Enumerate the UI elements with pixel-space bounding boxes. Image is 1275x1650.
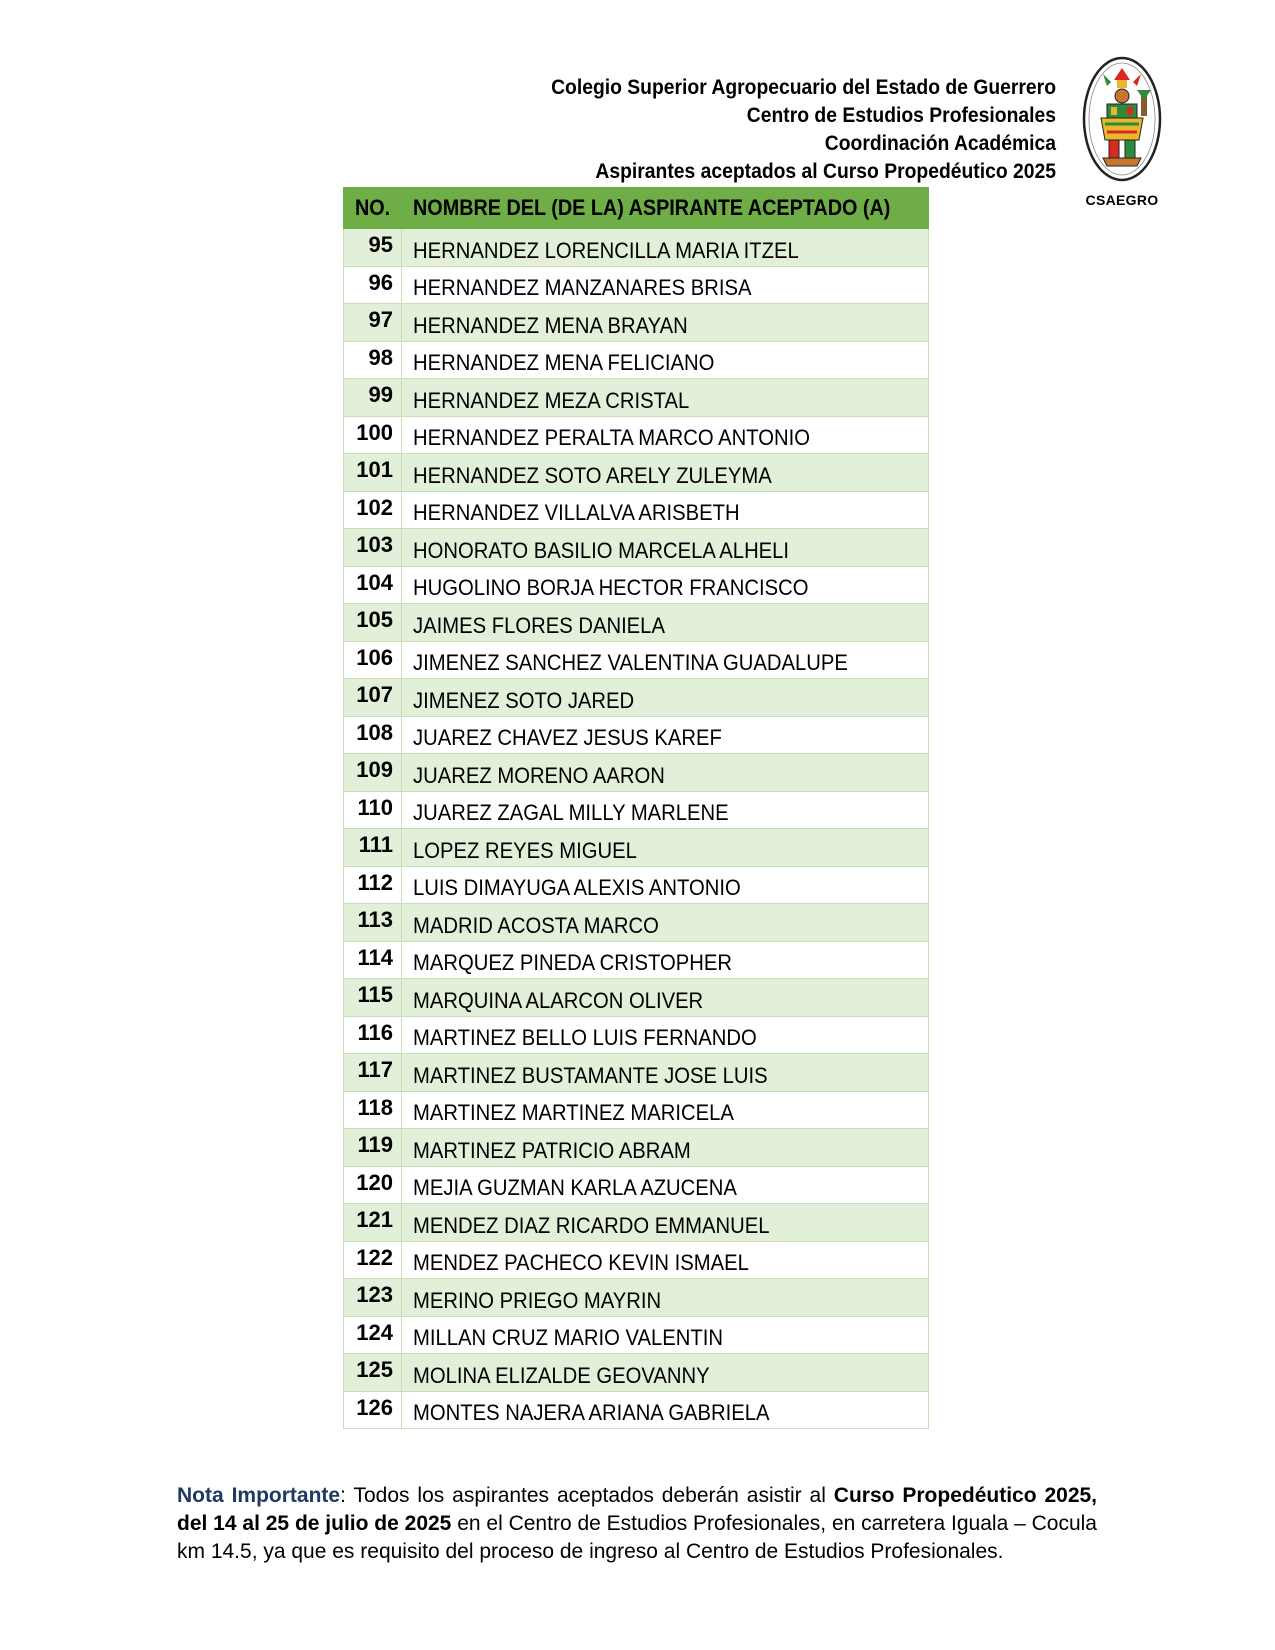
table-row: [344, 266, 929, 304]
applicant-number: 115: [344, 979, 402, 1017]
logo-caption: CSAEGRO: [1085, 192, 1159, 208]
csaegro-logo-icon: [1081, 54, 1163, 184]
column-header-number: NO.: [344, 188, 402, 229]
applicant-name: MARQUINA ALARCON OLIVER: [402, 979, 929, 1017]
column-header-name: NOMBRE DEL (DE LA) ASPIRANTE ACEPTADO (A): [402, 188, 929, 229]
applicant-number: 101: [344, 454, 402, 492]
applicant-number: 98: [344, 341, 402, 379]
applicant-name: HERNANDEZ VILLALVA ARISBETH: [402, 491, 929, 529]
applicant-name: MARTINEZ BELLO LUIS FERNANDO: [402, 1016, 929, 1054]
applicant-number: 121: [344, 1204, 402, 1242]
applicant-number: 97: [344, 304, 402, 342]
note-text-location: en el Centro de Estudios Profesionales, en carretera Iguala – Cocula km 14.5, ya que es requisito del proceso de ingreso al Centro de Estudios Profesionales.: [177, 1512, 1097, 1563]
table-row: [344, 304, 929, 342]
applicant-name: JUAREZ MORENO AARON: [402, 754, 929, 792]
department-name: Coordinación Académica: [824, 132, 1056, 155]
table-row: [344, 1316, 929, 1354]
table-row: [344, 829, 929, 867]
accepted-applicants-table: [343, 187, 929, 1429]
applicant-name: MARTINEZ MARTINEZ MARICELA: [402, 1091, 929, 1129]
applicant-number: 123: [344, 1279, 402, 1317]
table-row: [344, 754, 929, 792]
applicant-number: 112: [344, 866, 402, 904]
table-row: [344, 716, 929, 754]
table-row: [344, 529, 929, 567]
applicant-name: MADRID ACOSTA MARCO: [402, 904, 929, 942]
table-row: [344, 641, 929, 679]
applicant-name: MARTINEZ BUSTAMANTE JOSE LUIS: [402, 1054, 929, 1092]
applicant-number: 95: [344, 229, 402, 267]
applicant-number: 107: [344, 679, 402, 717]
applicant-number: 108: [344, 716, 402, 754]
applicant-name: JUAREZ ZAGAL MILLY MARLENE: [402, 791, 929, 829]
table-row: [344, 979, 929, 1017]
applicant-name: LOPEZ REYES MIGUEL: [402, 829, 929, 867]
table-row: [344, 1166, 929, 1204]
applicant-name: HERNANDEZ LORENCILLA MARIA ITZEL: [402, 229, 929, 267]
table-row: [344, 379, 929, 417]
applicant-number: 124: [344, 1316, 402, 1354]
table-row: [344, 1204, 929, 1242]
applicant-name: MENDEZ DIAZ RICARDO EMMANUEL: [402, 1204, 929, 1242]
applicant-number: 119: [344, 1129, 402, 1167]
applicant-number: 100: [344, 416, 402, 454]
table-row: [344, 791, 929, 829]
table-row: [344, 566, 929, 604]
applicant-name: JIMENEZ SOTO JARED: [402, 679, 929, 717]
applicant-name: JUAREZ CHAVEZ JESUS KAREF: [402, 716, 929, 754]
applicant-number: 104: [344, 566, 402, 604]
applicant-number: 113: [344, 904, 402, 942]
applicant-name: HERNANDEZ PERALTA MARCO ANTONIO: [402, 416, 929, 454]
applicant-number: 117: [344, 1054, 402, 1092]
table-header-row: [344, 188, 929, 229]
applicant-name: HERNANDEZ SOTO ARELY ZULEYMA: [402, 454, 929, 492]
applicant-name: MEJIA GUZMAN KARLA AZUCENA: [402, 1166, 929, 1204]
table-row: [344, 604, 929, 642]
table-row: [344, 1391, 929, 1429]
applicant-name: HERNANDEZ MEZA CRISTAL: [402, 379, 929, 417]
applicant-name: MENDEZ PACHECO KEVIN ISMAEL: [402, 1241, 929, 1279]
applicant-number: 114: [344, 941, 402, 979]
table-row: [344, 904, 929, 942]
table-row: [344, 1354, 929, 1392]
table-row: [344, 1241, 929, 1279]
applicant-number: 126: [344, 1391, 402, 1429]
applicant-number: 111: [344, 829, 402, 867]
applicant-number: 110: [344, 791, 402, 829]
applicant-name: HUGOLINO BORJA HECTOR FRANCISCO: [402, 566, 929, 604]
applicant-number: 120: [344, 1166, 402, 1204]
note-label: Nota Importante: [177, 1484, 341, 1507]
applicant-name: MILLAN CRUZ MARIO VALENTIN: [402, 1316, 929, 1354]
applicant-number: 105: [344, 604, 402, 642]
document-title: Aspirantes aceptados al Curso Propedéutico 2025: [595, 160, 1056, 183]
applicant-number: 122: [344, 1241, 402, 1279]
applicant-name: MARQUEZ PINEDA CRISTOPHER: [402, 941, 929, 979]
table-row: [344, 491, 929, 529]
applicant-name: MERINO PRIEGO MAYRIN: [402, 1279, 929, 1317]
table-row: [344, 229, 929, 267]
applicant-number: 103: [344, 529, 402, 567]
applicant-name: HONORATO BASILIO MARCELA ALHELI: [402, 529, 929, 567]
note-course-dates: Curso Propedéutico 2025, del 14 al 25 de julio de 2025: [177, 1484, 1098, 1535]
table-row: [344, 941, 929, 979]
applicant-name: HERNANDEZ MENA FELICIANO: [402, 341, 929, 379]
important-note: [177, 1482, 1097, 1566]
table-row: [344, 341, 929, 379]
applicant-number: 96: [344, 266, 402, 304]
applicant-name: JIMENEZ SANCHEZ VALENTINA GUADALUPE: [402, 641, 929, 679]
applicant-name: MONTES NAJERA ARIANA GABRIELA: [402, 1391, 929, 1429]
applicant-name: HERNANDEZ MENA BRAYAN: [402, 304, 929, 342]
applicant-number: 106: [344, 641, 402, 679]
table-row: [344, 1091, 929, 1129]
document-header: [394, 74, 1056, 186]
applicant-number: 109: [344, 754, 402, 792]
applicant-name: MOLINA ELIZALDE GEOVANNY: [402, 1354, 929, 1392]
applicant-number: 118: [344, 1091, 402, 1129]
center-name: Centro de Estudios Profesionales: [746, 104, 1056, 127]
applicant-number: 116: [344, 1016, 402, 1054]
table-row: [344, 679, 929, 717]
applicant-name: HERNANDEZ MANZANARES BRISA: [402, 266, 929, 304]
table-row: [344, 1016, 929, 1054]
applicant-number: 125: [344, 1354, 402, 1392]
table-row: [344, 1054, 929, 1092]
note-separator: :: [340, 1484, 354, 1507]
table-row: [344, 1279, 929, 1317]
applicant-number: 99: [344, 379, 402, 417]
applicant-name: LUIS DIMAYUGA ALEXIS ANTONIO: [402, 866, 929, 904]
applicant-name: MARTINEZ PATRICIO ABRAM: [402, 1129, 929, 1167]
applicant-number: 102: [344, 491, 402, 529]
table-row: [344, 454, 929, 492]
table-row: [344, 866, 929, 904]
applicant-name: JAIMES FLORES DANIELA: [402, 604, 929, 642]
institution-name: Colegio Superior Agropecuario del Estado de Guerrero: [551, 76, 1056, 99]
table-row: [344, 1129, 929, 1167]
table-row: [344, 416, 929, 454]
note-text-intro: Todos los aspirantes aceptados deberán asistir al: [353, 1484, 834, 1507]
